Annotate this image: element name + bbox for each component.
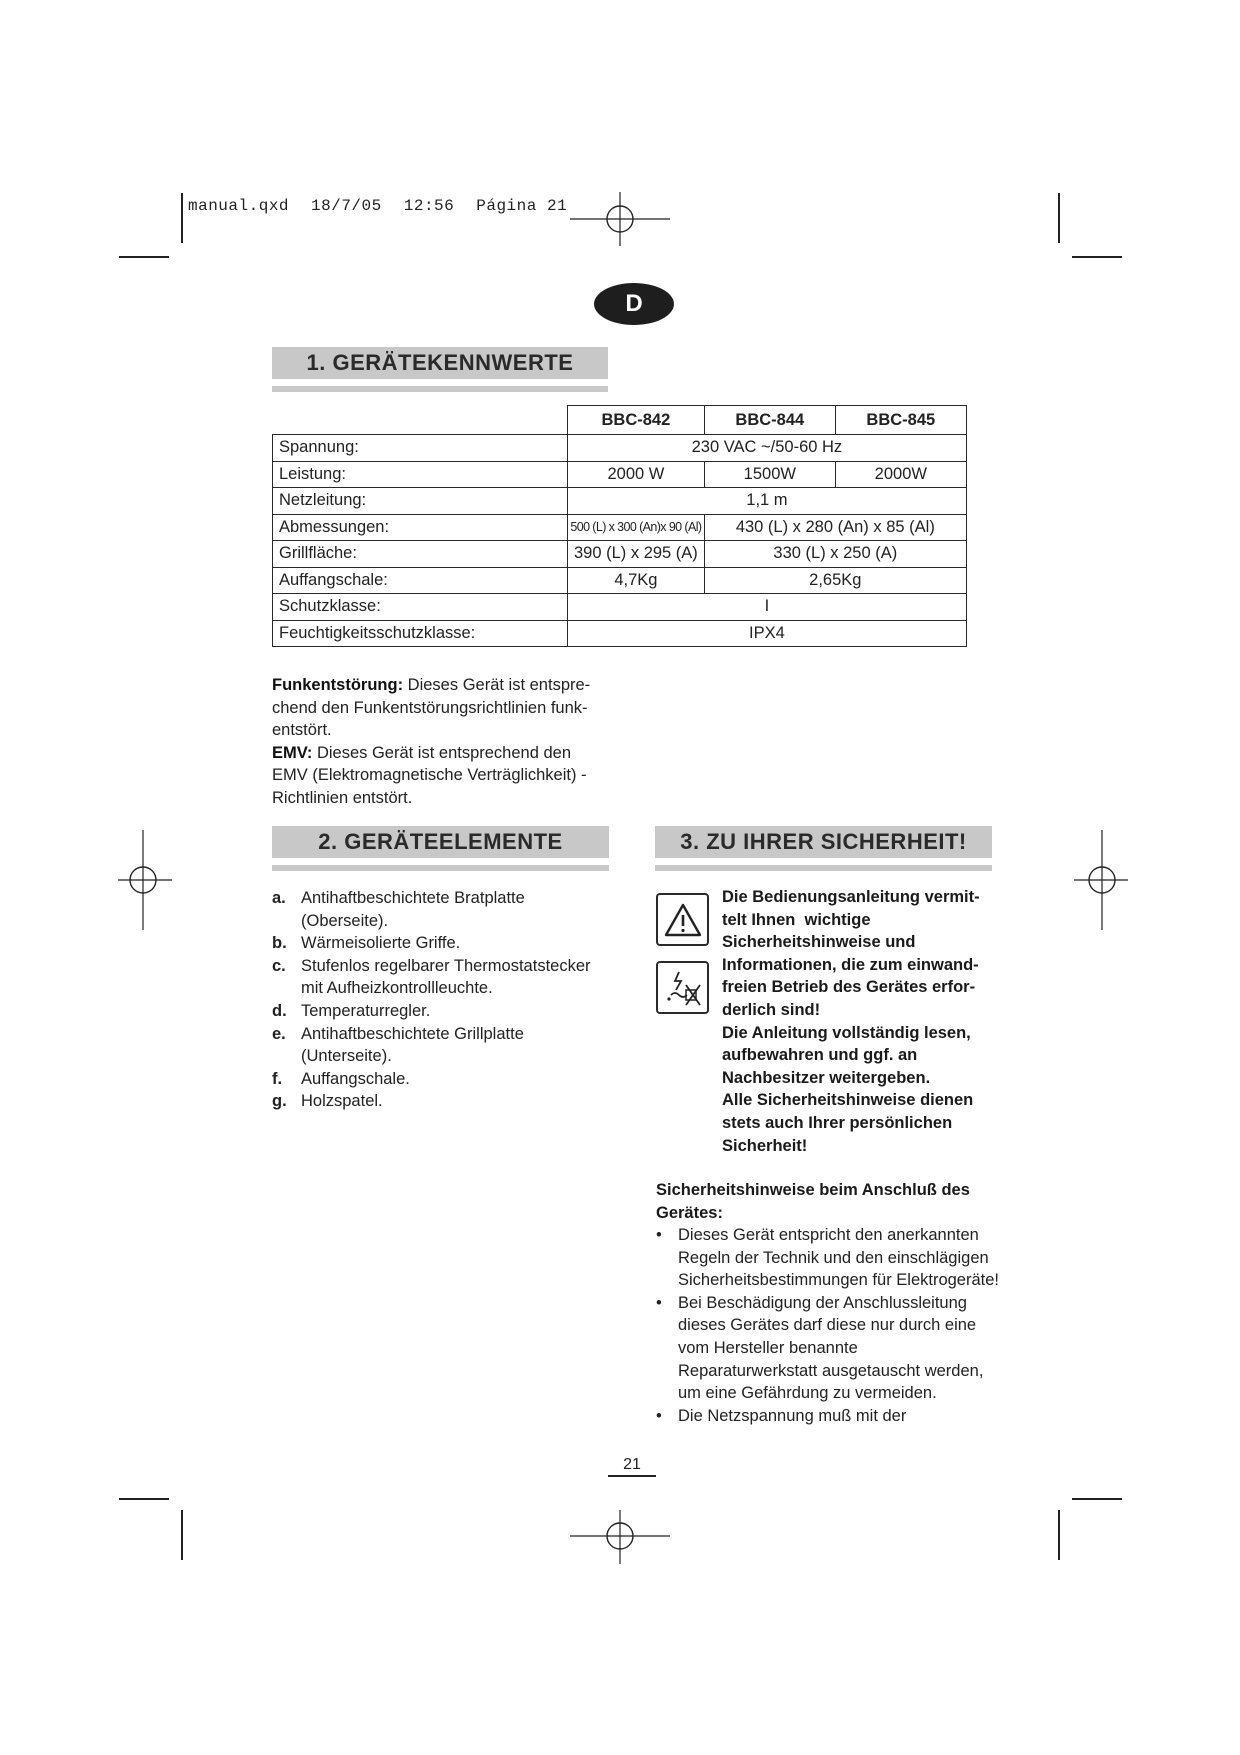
list-item: e. Antihaftbeschichtete Grillplatte (Unterseite). xyxy=(272,1024,524,1066)
emv-line-2: EMV (Elektromagnetische Verträglichkeit) - xyxy=(272,766,587,785)
spec-value: IPX4 xyxy=(568,620,967,647)
crop-mark-bottom-left-h xyxy=(119,1498,169,1500)
section-3-title: 3. ZU IHRER SICHERHEIT! xyxy=(655,826,992,858)
spec-table xyxy=(272,405,967,647)
spec-row-netzleitung xyxy=(273,488,967,515)
section-2-title: 2. GERÄTEELEMENTE xyxy=(272,826,609,858)
slug-page: Página 21 xyxy=(476,197,568,215)
funk-line-2: chend den Funkentstörungsrichtlinien funk- xyxy=(272,698,588,717)
registration-mark-left-icon xyxy=(118,830,174,930)
list-item: c. Stufenlos regelbarer Thermostatstecker mit Aufheizkontrollleuchte. xyxy=(272,956,591,998)
list-item: • Bei Beschädigung der Anschlussleitung dieses Gerätes darf diese nur durch eine vom Hersteller benannte Reparaturwerkstatt ausgetauscht werden, um eine Gefährdung zu vermeiden. xyxy=(656,1293,984,1403)
spec-value: 2000W xyxy=(835,461,966,488)
model-header-842: BBC-842 xyxy=(568,406,705,435)
list-item: • Die Netzspannung muß mit der xyxy=(656,1406,907,1425)
emv-line-3: Richtlinien entstört. xyxy=(272,788,413,807)
parts-list xyxy=(272,887,612,1113)
crop-mark-bottom-right-h xyxy=(1072,1498,1122,1500)
spec-label: Netzleitung: xyxy=(273,488,568,515)
funk-line-3: entstört. xyxy=(272,721,332,740)
page-number: 21 xyxy=(623,1456,641,1473)
spec-label: Feuchtigkeitsschutzklasse: xyxy=(273,620,568,647)
connection-safety-heading: Sicherheitshinweise beim Anschluß des Gerätes: xyxy=(656,1181,970,1222)
model-header-845: BBC-845 xyxy=(835,406,966,435)
spec-value: 1,1 m xyxy=(568,488,967,515)
print-slug xyxy=(188,197,589,215)
section-3-rule xyxy=(655,865,992,871)
list-item: d. Temperaturregler. xyxy=(272,1001,431,1020)
spec-row-auffangschale xyxy=(273,567,967,594)
spec-label: Abmessungen: xyxy=(273,514,568,541)
emv-line-1: EMV: Dieses Gerät ist entsprechend den xyxy=(272,743,571,762)
spec-row-feuchtigkeit xyxy=(273,620,967,647)
crop-mark-top-left-v xyxy=(181,193,183,243)
emc-paragraph xyxy=(272,674,612,810)
spec-row-leistung xyxy=(273,461,967,488)
electric-shock-icon xyxy=(656,961,709,1014)
language-badge: D xyxy=(594,283,674,325)
funk-line-1: Funkentstörung: Dieses Gerät ist entspre- xyxy=(272,676,591,694)
section-1-rule xyxy=(272,386,608,392)
spec-row-abmessungen xyxy=(273,514,967,541)
list-item: b. Wärmeisolierte Griffe. xyxy=(272,934,461,953)
crop-mark-bottom-left-v xyxy=(181,1510,183,1560)
spec-value: 500 (L) x 300 (An)x 90 (Al) xyxy=(568,514,705,541)
spec-value: 2000 W xyxy=(568,461,705,488)
connection-safety-list xyxy=(656,1224,1006,1427)
spec-row-spannung xyxy=(273,435,967,462)
spec-value: 4,7Kg xyxy=(568,567,705,594)
section-3-header xyxy=(655,826,992,871)
spec-row-grillflaeche xyxy=(273,541,967,568)
spec-row-schutzklasse xyxy=(273,594,967,621)
registration-mark-bottom-icon xyxy=(570,1508,670,1568)
model-header-844: BBC-844 xyxy=(704,406,835,435)
section-1-header xyxy=(272,347,608,392)
spec-label: Leistung: xyxy=(273,461,568,488)
crop-mark-top-right-h xyxy=(1072,256,1122,258)
emv-label: EMV: xyxy=(272,743,313,762)
spec-value: 2,65Kg xyxy=(704,567,966,594)
section-2-rule xyxy=(272,865,609,871)
safety-notice: Die Bedienungsanleitung vermit- telt Ihnen wichtige Sicherheitshinweise und Informationen, die zum einwand- freien Betrieb des Gerätes erfor- derlich sind! Die Anleitung vollständig lesen, aufbewahren und ggf. an Nachbesitzer weitergeben. Alle Sicherheitshinweise dienen stets auch Ihrer persönlichen Sicherheit! xyxy=(722,888,980,1155)
list-item: g. Holzspatel. xyxy=(272,1092,383,1111)
spec-value: 430 (L) x 280 (An) x 85 (Al) xyxy=(704,514,966,541)
spec-label: Schutzklasse: xyxy=(273,594,568,621)
crop-mark-top-left-h xyxy=(119,256,169,258)
section-2-header xyxy=(272,826,609,871)
section-1-title: 1. GERÄTEKENNWERTE xyxy=(272,347,608,379)
spec-label: Grillfläche: xyxy=(273,541,568,568)
crop-mark-bottom-right-v xyxy=(1058,1510,1060,1560)
spec-value: 330 (L) x 250 (A) xyxy=(704,541,966,568)
list-item: f. Auffangschale. xyxy=(272,1069,410,1088)
registration-mark-top-icon xyxy=(570,192,670,252)
crop-mark-top-right-v xyxy=(1058,193,1060,243)
spec-value: 1500W xyxy=(704,461,835,488)
list-item: • Dieses Gerät entspricht den anerkannten Regeln der Technik und den einschlägigen Sicherheitsbestimmungen für Elektrogeräte! xyxy=(656,1226,999,1290)
spec-value: 230 VAC ~/50-60 Hz xyxy=(568,435,967,462)
funk-label: Funkentstörung: xyxy=(272,676,404,694)
spec-label: Auffangschale: xyxy=(273,567,568,594)
warning-icon xyxy=(656,893,709,946)
spec-label: Spannung: xyxy=(273,435,568,462)
spec-header-row xyxy=(273,406,967,435)
slug-time: 12:56 xyxy=(403,197,455,215)
slug-file: manual.qxd xyxy=(188,197,290,215)
list-item: a. Antihaftbeschichtete Bratplatte (Oberseite). xyxy=(272,889,525,930)
slug-date: 18/7/05 xyxy=(311,197,382,215)
spec-value: I xyxy=(568,594,967,621)
registration-mark-right-icon xyxy=(1072,830,1128,930)
page-number-rule xyxy=(608,1475,656,1477)
spec-value: 390 (L) x 295 (A) xyxy=(568,541,705,568)
